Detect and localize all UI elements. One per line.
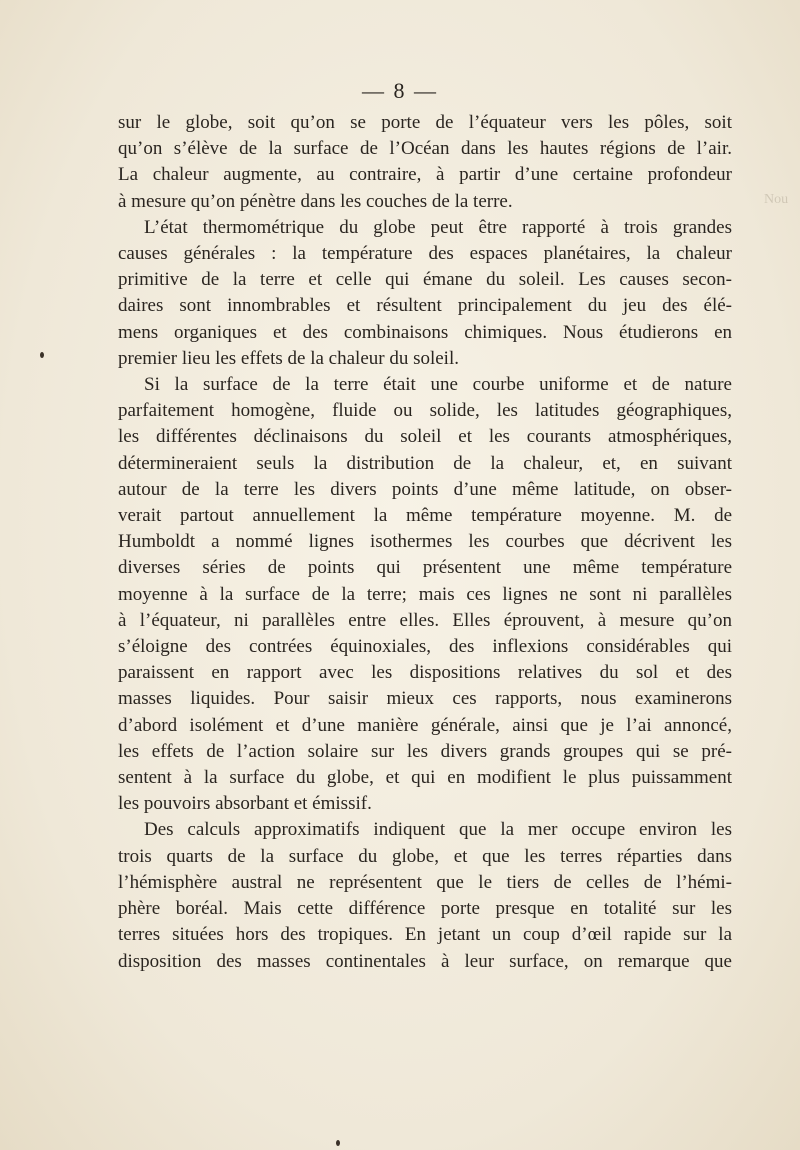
text-line: qu’on s’élève de la surface de l’Océan dans les hautes régions de l’air. [118, 138, 732, 160]
bleed-through-fragment: Nou [764, 192, 789, 207]
ink-speck [40, 352, 44, 358]
text-line: parfaitement homogène, fluide ou solide, les latitudes géographiques, [118, 400, 732, 422]
text-line: terres situées hors des tropiques. En jetant un coup d’œil rapide sur la [118, 924, 732, 946]
text-line: Si la surface de la terre était une courbe uniforme et de nature [144, 374, 732, 396]
text-line: trois quarts de la surface du globe, et que les terres réparties dans [118, 845, 732, 867]
text-line: Humboldt a nommé lignes isothermes les courbes que décrivent les [118, 531, 732, 553]
text-line: les pouvoirs absorbant et émissif. [118, 793, 372, 815]
text-line: paraissent en rapport avec les dispositions relatives du sol et des [118, 662, 732, 684]
text-line: La chaleur augmente, au contraire, à partir d’une certaine profondeur [118, 164, 732, 186]
text-line: à l’équateur, ni parallèles entre elles. Elles éprouvent, à mesure qu’on [118, 609, 732, 631]
text-line: diverses séries de points qui présentent une même température [118, 557, 732, 579]
body-text [118, 110, 732, 975]
text-line: daires sont innombrables et résultent principalement du jeu des élé- [118, 295, 732, 317]
text-line: L’état thermométrique du globe peut être rapporté à trois grandes [144, 216, 732, 238]
text-line: moyenne à la surface de la terre; mais ces lignes ne sont ni parallèles [118, 583, 732, 605]
text-line: phère boréal. Mais cette différence porte presque en totalité sur les [118, 898, 732, 920]
text-line: verait partout annuellement la même température moyenne. M. de [118, 505, 732, 527]
text-line: à mesure qu’on pénètre dans les couches de la terre. [118, 190, 513, 212]
text-line: détermineraient seuls la distribution de la chaleur, et, en suivant [118, 452, 732, 474]
ink-speck [336, 1140, 340, 1146]
text-line: masses liquides. Pour saisir mieux ces rapports, nous examinerons [118, 688, 732, 710]
text-line: sentent à la surface du globe, et qui en modifient le plus puissamment [118, 767, 732, 789]
paragraph [118, 215, 732, 372]
text-line: premier lieu les effets de la chaleur du soleil. [118, 347, 459, 369]
text-line: les effets de l’action solaire sur les divers grands groupes qui se pré- [118, 740, 732, 762]
paragraph [118, 372, 732, 817]
paragraph [118, 110, 732, 215]
text-line: l’hémisphère austral ne représentent que le tiers de celles de l’hémi- [118, 871, 732, 893]
text-line: les différentes déclinaisons du soleil et les courants atmosphériques, [118, 426, 732, 448]
text-line: d’abord isolément et d’une manière générale, ainsi que je l’ai annoncé, [118, 714, 732, 736]
text-line: sur le globe, soit qu’on se porte de l’équateur vers les pôles, soit [118, 112, 732, 133]
text-line: causes générales : la température des espaces planétaires, la chaleur [118, 243, 732, 265]
paragraph [118, 817, 732, 974]
page-number: — 8 — [362, 78, 438, 103]
text-line: disposition des masses continentales à leur surface, on remarque que [118, 950, 732, 972]
text-line: mens organiques et des combinaisons chimiques. Nous étudierons en [118, 321, 732, 343]
text-line: s’éloigne des contrées équinoxiales, des inflexions considérables qui [118, 636, 732, 658]
text-line: Des calculs approximatifs indiquent que la mer occupe environ les [144, 819, 732, 841]
text-line: autour de la terre les divers points d’une même latitude, on obser- [118, 478, 732, 500]
text-line: primitive de la terre et celle qui émane du soleil. Les causes secon- [118, 269, 732, 291]
